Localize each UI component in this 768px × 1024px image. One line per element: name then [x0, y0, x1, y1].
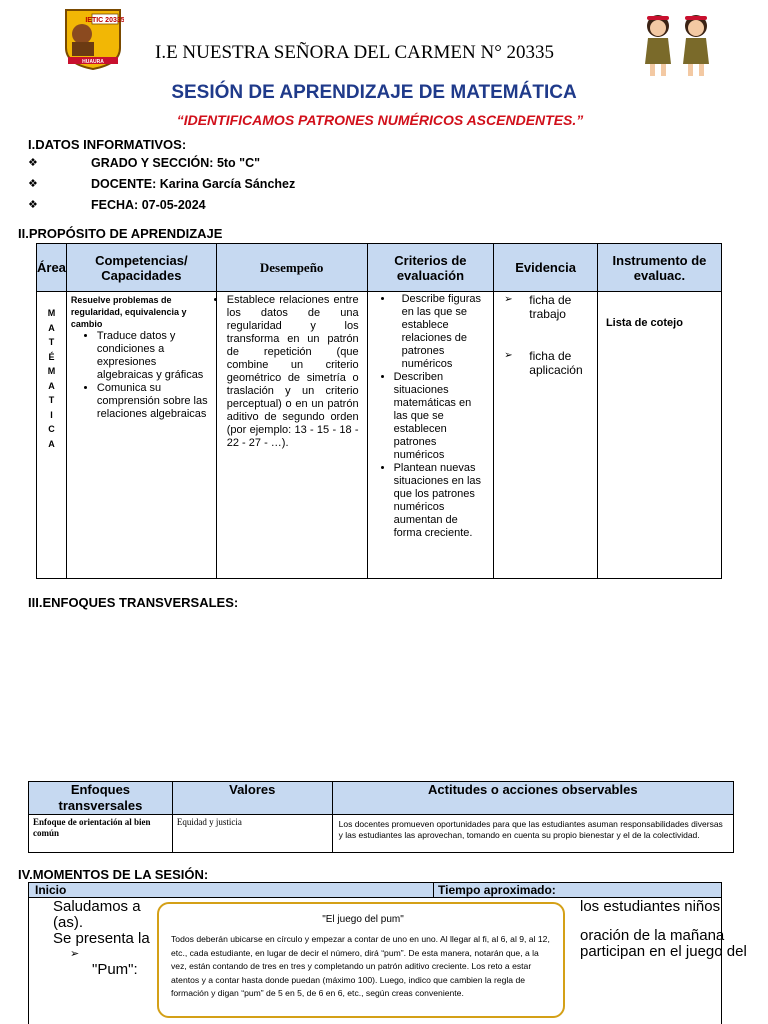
enfoque-cell: Enfoque de orientación al bien común [29, 815, 173, 853]
momento-line: oración de la mañana [580, 927, 725, 944]
col-valores: Valores [172, 782, 332, 815]
competencia-text: Resuelve problemas de regularidad, equivalencia y cambio [70, 295, 187, 329]
momento-line: los estudiantes niños [580, 898, 721, 915]
students-illustration [638, 8, 718, 82]
col-enfoques: Enfoques transversales [29, 782, 173, 815]
proposito-heading: II.PROPÓSITO DE APRENDIZAJE [18, 226, 223, 241]
momento-line: "Pum": [92, 961, 138, 978]
criterio-item: • Describen situaciones matemáticas en las que se establecen patrones numéricos [394, 371, 488, 462]
info-docente [28, 177, 295, 191]
capacidad-item: • Traduce datos y condiciones a expresiones algebraicas y gráficas [97, 330, 212, 382]
competencias-cell [66, 292, 216, 579]
col-area: Área [37, 244, 67, 292]
col-desempeno: Desempeño [216, 244, 367, 292]
area-letter: C [48, 424, 55, 434]
arrow-icon: ➢ [70, 947, 80, 960]
info-fecha-text: FECHA: 07-05-2024 [91, 198, 206, 212]
datos-heading: I.DATOS INFORMATIVOS: [28, 137, 187, 152]
col-instrumento: Instrumento de evaluac. [597, 244, 721, 292]
area-letter: T [48, 395, 55, 405]
area-letter: A [48, 322, 55, 333]
logo-caption: HUAURA [82, 59, 104, 65]
criterio-item: • Plantean nuevas situaciones en las que los patrones numéricos aumentan de forma creciente. [394, 462, 488, 540]
area-letter: M [47, 366, 56, 376]
area-cell [37, 292, 67, 579]
area-letter: É [48, 351, 55, 362]
table-row [29, 815, 734, 853]
area-letter: A [48, 380, 55, 391]
evidencia-item: ➢ ficha de trabajo [504, 293, 577, 321]
area-letter: A [48, 438, 55, 449]
col-competencias: Competencias/ Capacidades [66, 244, 216, 292]
col-evidencia: Evidencia [494, 244, 598, 292]
info-grado [28, 156, 260, 170]
inicio-header-bar [28, 882, 722, 898]
desempeno-cell [216, 292, 367, 579]
school-name: I.E NUESTRA SEÑORA DEL CARMEN N° 20335 [155, 42, 555, 63]
momento-line: (as). [53, 914, 83, 931]
table-row [37, 292, 722, 579]
table-header-row [37, 244, 722, 292]
tiempo-label: Tiempo aproximado: [433, 883, 556, 897]
momento-line: Se presenta la [53, 930, 150, 947]
evidencia-cell [494, 292, 598, 579]
enfoques-table [28, 781, 734, 853]
criterios-cell [367, 292, 494, 579]
session-title: SESIÓN DE APRENDIZAJE DE MATEMÁTICA [171, 82, 577, 103]
criterio-item: • Describe figuras en las que se establece relaciones de patrones numéricos [394, 293, 488, 371]
inicio-label: Inicio [35, 883, 67, 897]
col-criterios: Criterios de evaluación [367, 244, 494, 292]
enfoques-heading: III.ENFOQUES TRANSVERSALES: [28, 595, 239, 610]
proposito-table [36, 243, 722, 579]
table-header-row [29, 782, 734, 815]
info-fecha [28, 198, 206, 212]
momento-line: Saludamos a [53, 898, 141, 915]
game-text: Todos deberán ubicarse en círculo y empezar a contar de uno en uno. Al llegar al fi, al 6, al 9, al 12, etc., cada estudiante, en lugar de decir el número, dirá “pum”. De esta manera, notarán que, a la vez, están contando de tres en tres y completando un patrón aditivo creciente. Los reto a estar atentos y a contar hasta donde puedan (máximo 100). Luego, indico que cambien la regla de formación y digan “pum” de 5 en 5, de 6 en 6, etc., según creas conveniente. [171, 934, 550, 998]
valor-cell: Equidad y justicia [172, 815, 332, 853]
evidencia-item: ➢ ficha de aplicación [504, 349, 589, 377]
momentos-heading: IV.MOMENTOS DE LA SESIÓN: [18, 867, 209, 882]
logo-badge: IETIC 20335 [85, 17, 124, 24]
area-letter: T [48, 337, 55, 347]
bullet-icon: ❖ [28, 198, 38, 211]
bullet-icon: ❖ [28, 177, 38, 190]
instrumento-cell [597, 292, 721, 579]
actitud-cell: Los docentes promueven oportunidades para que las estudiantes asuman responsabilidades diversas y las estudiantes las aprovechan, tomando en cuenta su propio bienestar y el de la colectividad. [332, 815, 733, 853]
info-docente-text: DOCENTE: Karina García Sánchez [91, 177, 296, 191]
desempeno-item: • Establece relaciones entre los datos de una regularidad y los transforma en un patrón de repetición (que combine un criterio geométrico de simetría o traslación y un criterio perceptual) o en un patrón aditivo de segundo orden (por ejemplo: 13 - 15 - 18 - 22 - 27 - …). [227, 294, 359, 450]
school-logo [62, 8, 124, 70]
capacidad-item: • Comunica su comprensión sobre las relaciones algebraicas [97, 382, 212, 421]
session-subtitle: “IDENTIFICAMOS PATRONES NUMÉRICOS ASCENDENTES.” [176, 112, 584, 128]
col-actitudes: Actitudes o acciones observables [332, 782, 733, 815]
momento-line: participan en el juego del [580, 943, 747, 960]
bullet-icon: ❖ [28, 156, 38, 169]
area-letter: M [47, 308, 56, 318]
info-grado-text: GRADO Y SECCIÓN: 5to "C" [91, 156, 261, 170]
area-letter: I [50, 409, 53, 420]
instrumento-text: Lista de cotejo [605, 317, 683, 329]
game-title: "El juego del pum" [322, 914, 404, 925]
game-box [157, 902, 565, 1018]
